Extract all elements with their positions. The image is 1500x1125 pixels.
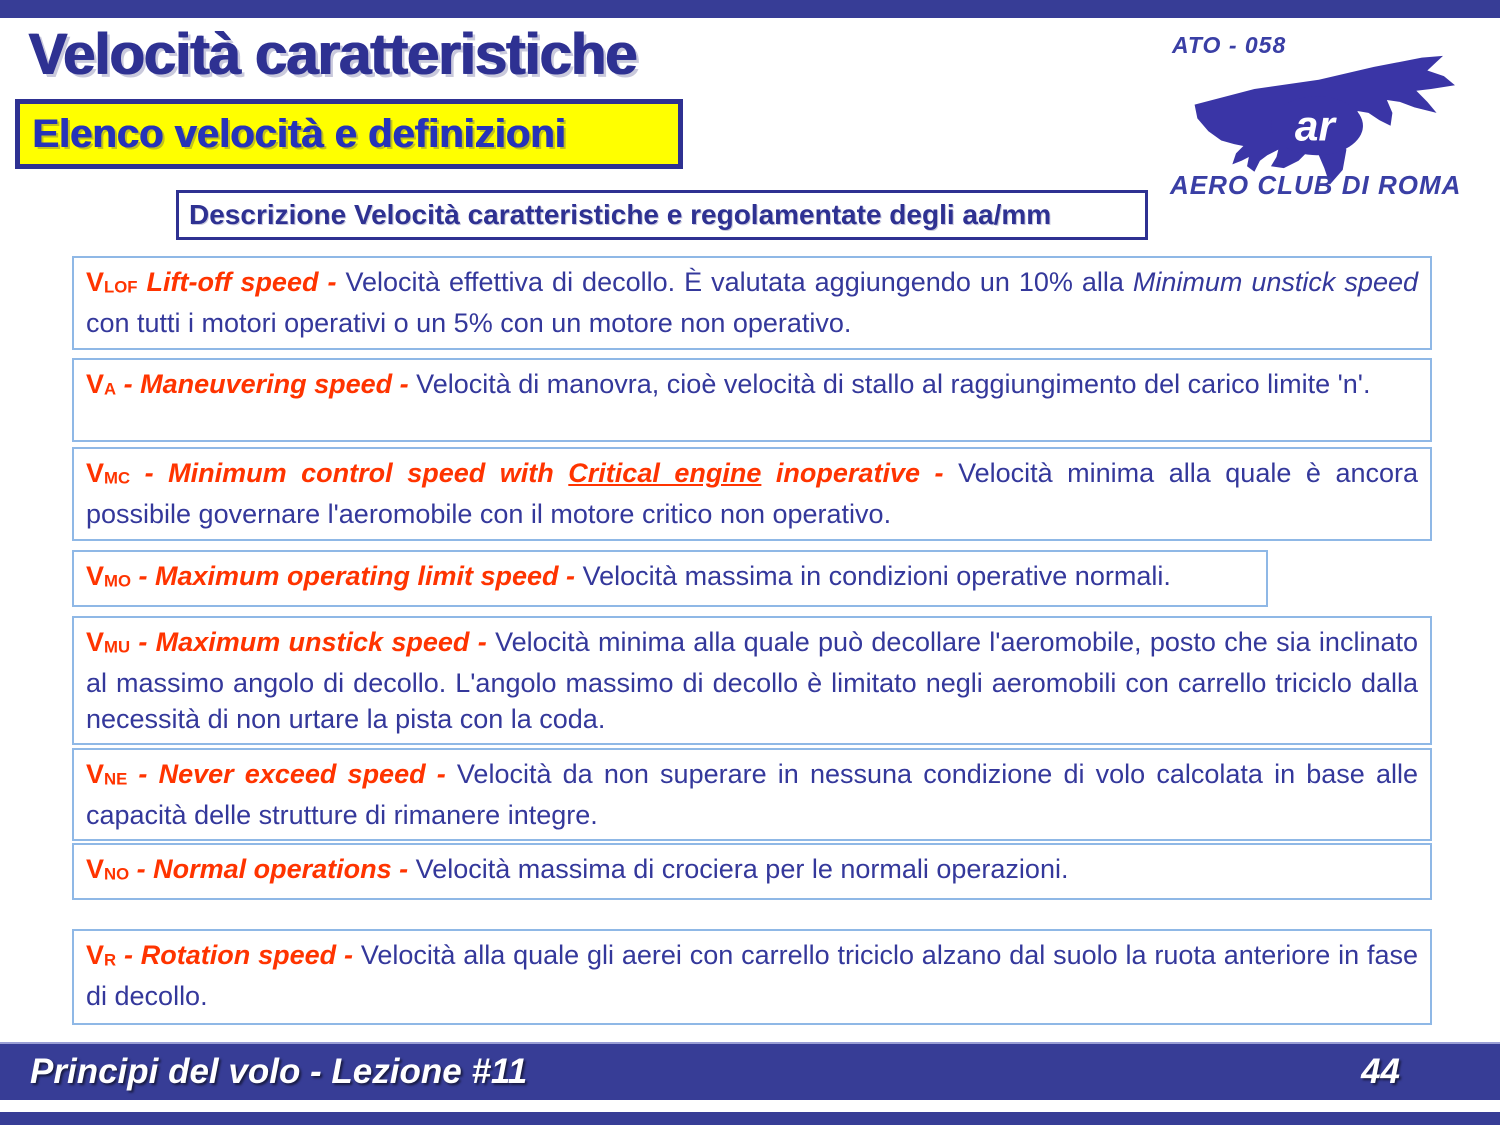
speed-symbol	[86, 759, 127, 789]
speed-letter: V	[86, 759, 105, 789]
speed-symbol	[86, 854, 129, 884]
definition-term: - Minimum control speed with	[130, 458, 569, 488]
speed-symbol	[86, 267, 137, 297]
speed-symbol	[86, 369, 116, 399]
definition-text	[86, 455, 1418, 532]
definition-body: Velocità effettiva di decollo. È valutata aggiungendo un 10% alla	[345, 267, 1133, 297]
speed-subscript: NE	[104, 769, 128, 789]
definition-body: Velocità di manovra, cioè velocità di stallo al raggiungimento del carico limite 'n'.	[416, 369, 1371, 399]
speed-subscript: MU	[104, 637, 131, 657]
definition-term: - Rotation speed -	[116, 940, 361, 970]
ato-number-label: ATO - 058	[1172, 32, 1287, 58]
section-banner-label: Elenco velocità e definizioni	[32, 111, 566, 156]
definition-card-vmc	[72, 447, 1432, 541]
definition-body-italic: Minimum unstick speed	[1132, 267, 1418, 297]
speed-symbol	[86, 561, 131, 591]
footer-bar	[0, 1042, 1500, 1100]
footer-page-number: 44	[1361, 1052, 1400, 1091]
definition-term: Lift-off speed -	[137, 267, 346, 297]
definition-term-underlined: Critical engine	[568, 458, 762, 488]
footer-lesson-label: Principi del volo - Lezione #11	[30, 1052, 528, 1091]
speed-letter: V	[86, 369, 105, 399]
definition-text	[86, 264, 1418, 341]
speed-letter: V	[86, 267, 105, 297]
definition-body: Velocità massima di crociera per le normali operazioni.	[415, 854, 1069, 884]
definition-term: - Maximum operating limit speed -	[130, 561, 583, 591]
definition-body: con tutti i motori operativi o un 5% con un motore non operativo.	[86, 308, 852, 339]
definition-text	[86, 851, 1418, 892]
definition-term: inoperative -	[761, 458, 959, 488]
logo-monogram: ar	[1294, 102, 1335, 150]
speed-subscript: R	[104, 950, 117, 970]
definition-term: - Maneuvering speed -	[116, 369, 417, 399]
definition-body: Velocità massima in condizioni operative normali.	[582, 561, 1171, 591]
speed-symbol	[86, 940, 116, 970]
definition-card-vmu	[72, 616, 1432, 745]
speed-symbol	[86, 458, 130, 488]
definition-term: - Maximum unstick speed -	[130, 627, 496, 657]
speed-subscript: MC	[104, 468, 131, 488]
definition-card-vr	[72, 929, 1432, 1025]
definition-text	[86, 756, 1418, 833]
definition-term: - Normal operations -	[129, 854, 416, 884]
speed-subscript: LOF	[104, 277, 138, 297]
definition-body: Velocità alla quale gli aerei con carrello triciclo alzano dal suolo la ruota anteriore in fase di decollo.	[86, 940, 1419, 1012]
definition-card-vmo	[72, 550, 1268, 607]
definition-card-va	[72, 358, 1432, 442]
top-strip	[0, 0, 1500, 18]
speed-letter: V	[86, 458, 105, 488]
section-banner	[15, 99, 683, 169]
definition-card-vlof	[72, 256, 1432, 350]
definition-card-vne	[72, 748, 1432, 841]
speed-subscript: MO	[104, 571, 131, 591]
club-name-label: AERO CLUB DI ROMA	[1170, 170, 1462, 200]
subtitle-label: Descrizione Velocità caratteristiche e regolamentate degli aa/mm	[189, 199, 1052, 230]
page-title: Velocità caratteristiche	[28, 22, 636, 87]
definition-body: Velocità minima alla quale può decollare l'aeromobile, posto che sia inclinato al massimo angolo di decollo. L'angolo massimo di decollo è limitato negli aeromobili con carrello triciclo dalla necessità di non urtare la pista con la coda.	[86, 627, 1418, 735]
definition-card-vno	[72, 843, 1432, 900]
definition-body: Velocità da non superare in nessuna condizione di volo calcolata in base alle capacità delle strutture di rimanere integre.	[86, 759, 1418, 831]
definition-text	[86, 558, 1254, 599]
bottom-strip	[0, 1112, 1500, 1125]
speed-letter: V	[86, 561, 105, 591]
subtitle-box	[176, 190, 1148, 240]
speed-symbol	[86, 627, 130, 657]
definition-term: - Never exceed speed -	[127, 759, 457, 789]
definition-text	[86, 937, 1418, 1014]
aeroclub-logo	[1160, 20, 1490, 220]
definition-body: Velocità minima alla quale è ancora possibile governare l'aeromobile con il motore critico non operativo.	[86, 458, 1419, 530]
speed-subscript: NO	[104, 864, 130, 884]
speed-letter: V	[86, 627, 105, 657]
speed-subscript: A	[104, 379, 117, 399]
speed-letter: V	[86, 940, 105, 970]
speed-letter: V	[86, 854, 105, 884]
definition-text	[86, 366, 1418, 407]
definition-text	[86, 624, 1418, 737]
